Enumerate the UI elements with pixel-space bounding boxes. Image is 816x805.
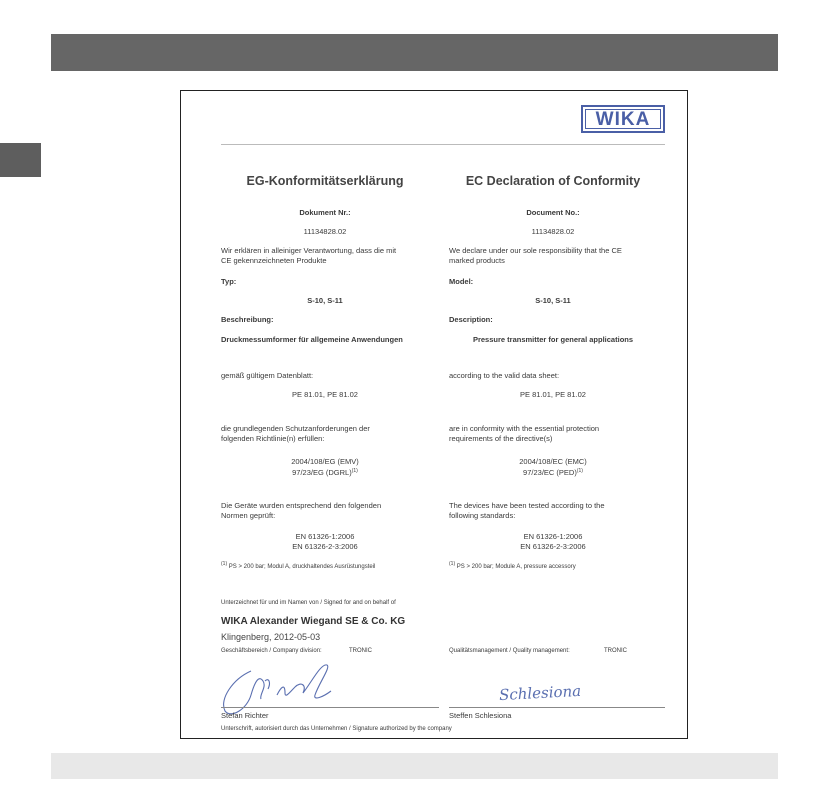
right-footnote: PS > 200 bar; Module A, pressure accessory [456,564,576,570]
right-intro-2: marked products [449,256,505,265]
right-footnote-line [449,560,576,571]
left-type-value: S-10, S-11 [307,296,343,305]
right-intro-1: We declare under our sole responsibility that the CE [449,246,622,255]
header-rule [221,144,665,145]
left-standard-b: EN 61326-2-3:2006 [292,542,358,551]
right-datasheet-label: according to the valid data sheet: [449,371,560,380]
left-tested-1: Die Geräte wurden entsprechend den folgenden [221,501,382,510]
signature-line-1 [221,707,439,708]
right-standard-b: EN 61326-2-3:2006 [520,542,586,551]
place-date: Klingenberg, 2012-05-03 [221,632,321,642]
left-title: EG-Konformitätserklärung [246,174,404,188]
left-doc-label: Dokument Nr.: [299,208,351,217]
signature-line-2 [449,707,665,708]
left-directives-2: folgenden Richtlinie(n) erfüllen: [221,434,325,443]
right-standard-a: EN 61326-1:2006 [523,532,583,541]
right-tested-1: The devices have been tested according to the [449,501,605,510]
left-intro-1: Wir erklären in alleiniger Verantwortung, dass die mit [221,246,397,255]
right-doc-label: Document No.: [526,208,580,217]
right-type-label: Model: [449,277,474,286]
signed-on-behalf: Unterzeichnet für und im Namen von / Signed for and on behalf of [221,600,396,606]
declaration-document [180,90,688,739]
right-directive-a: 2004/108/EC (EMC) [519,457,587,466]
right-type-value: S-10, S-11 [535,296,571,305]
division-value: TRONIC [349,648,372,654]
right-datasheet-value: PE 81.01, PE 81.02 [520,390,586,399]
left-directive-b-line [221,467,429,478]
wika-logo-text: WIKA [585,109,661,129]
left-directive-b: 97/23/EG (DGRL) [292,468,352,477]
left-directive-b-sup: (1) [351,468,358,474]
left-footnote-line [221,560,375,571]
wika-logo [581,105,665,133]
right-directive-b: 97/23/EC (PED) [523,468,577,477]
left-standard-a: EN 61326-1:2006 [295,532,355,541]
left-type-label: Typ: [221,277,237,286]
quality-value: TRONIC [604,648,627,654]
right-title: EC Declaration of Conformity [465,174,641,188]
right-directives-1: are in conformity with the essential protection [449,424,600,433]
left-doc-number: 11134828.02 [303,227,347,236]
quality-label: Qualitätsmanagement / Quality management: [449,648,570,654]
left-datasheet-value: PE 81.01, PE 81.02 [292,390,358,399]
right-desc-label: Description: [449,315,493,324]
left-footnote: PS > 200 bar; Modul A, druckhaltendes Ausrüstungsteil [228,564,376,570]
right-directive-b-line [449,467,657,478]
header-bar [51,34,778,71]
side-tab[interactable] [0,143,41,177]
left-intro-2: CE gekennzeichneten Produkte [221,256,327,265]
right-directives-2: requirements of the directive(s) [449,434,553,443]
signature-schlesiona: Schlesiona [498,681,582,705]
company-name: WIKA Alexander Wiegand SE & Co. KG [221,616,406,627]
right-doc-number: 11134828.02 [531,227,575,236]
division-label: Geschäftsbereich / Company division: [221,648,322,654]
left-desc-value: Druckmessumformer für allgemeine Anwendungen [221,335,403,344]
right-tested-2: following standards: [449,511,516,520]
left-datasheet-label: gemäß gültigem Datenblatt: [221,371,314,380]
left-desc-label: Beschreibung: [221,315,274,324]
right-footnote-mark: (1) [449,561,456,567]
signer-1: Stefan Richter [221,711,269,720]
right-directive-b-sup: (1) [576,468,583,474]
signer-2: Steffen Schlesiona [449,711,512,720]
left-directives-1: die grundlegenden Schutzanforderungen der [221,424,370,433]
left-tested-2: Normen geprüft: [221,511,276,520]
left-footnote-mark: (1) [221,561,228,567]
authorized-note: Unterschrift, autorisiert durch das Unternehmen / Signature authorized by the company [221,726,452,732]
right-desc-value: Pressure transmitter for general applications [472,335,634,344]
left-directive-a: 2004/108/EG (EMV) [291,457,359,466]
footer-bar [51,753,778,779]
